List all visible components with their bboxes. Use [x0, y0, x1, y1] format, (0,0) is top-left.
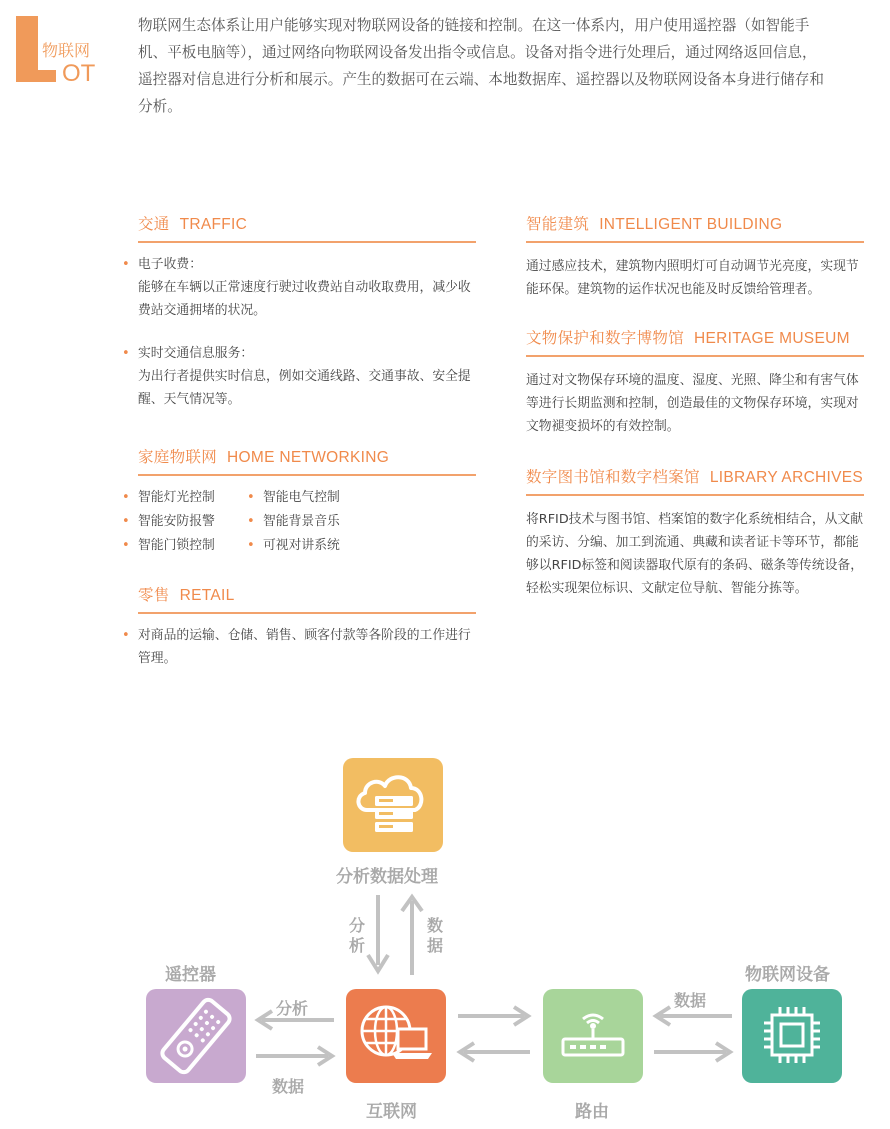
section-title [526, 326, 864, 357]
bullet-dot-icon: • [122, 628, 130, 643]
logo-letter-l-horizontal [16, 70, 56, 82]
list-item [247, 486, 413, 509]
label-char: 数 [426, 916, 443, 935]
iot-logo [14, 16, 114, 86]
item-text: 可视对讲系统 [263, 538, 340, 553]
list-item [122, 486, 263, 509]
bullet-dot-icon: • [122, 346, 130, 361]
item-heading: 实时交通信息服务： [138, 346, 254, 361]
section-title [526, 212, 864, 243]
item-text: 对商品的运输、仓储、销售、顾客付款等各阶段的工作进行管理。 [138, 628, 471, 666]
section-title-en: LIBRARY ARCHIVES [709, 469, 864, 486]
section-body: 通过感应技术，建筑物内照明灯可自动调节光亮度，实现节能环保。建筑物的运作状况也能及时反馈给管理者。 [526, 259, 859, 297]
section-title [138, 583, 476, 614]
logo-cn-text: 物联网 [42, 41, 91, 60]
cloud-server-box [343, 758, 443, 852]
device-label: 物联网设备 [745, 965, 830, 985]
section-title-en: HOME NETWORKING [227, 449, 390, 466]
item-heading: 电子收费： [138, 257, 202, 272]
iot-diagram [0, 740, 890, 1129]
chip-icon [742, 989, 842, 1083]
section-title [526, 465, 864, 496]
section-body [122, 624, 476, 670]
bullet-dot-icon: • [122, 257, 130, 272]
list-item [247, 534, 413, 557]
bullet-dot-icon: • [247, 490, 255, 505]
section-home-networking [122, 445, 476, 557]
cloud-server-icon [343, 758, 443, 852]
list-item [122, 534, 263, 557]
feature-grid [122, 486, 476, 557]
internet-label: 互联网 [366, 1102, 417, 1122]
section-title [138, 212, 476, 243]
arrow-label-data [426, 916, 444, 956]
bullet-dot-icon: • [247, 538, 255, 553]
section-heritage-museum [526, 326, 864, 438]
section-title-cn: 智能建筑 [526, 215, 590, 233]
section-title-cn: 交通 [138, 215, 170, 233]
section-title-cn: 零售 [138, 586, 170, 604]
arrow-down-icon [366, 895, 390, 975]
list-item [122, 253, 476, 322]
item-text: 智能背景音乐 [263, 514, 340, 529]
internet-box [346, 989, 446, 1083]
arrow-up-icon [400, 895, 424, 975]
section-body: 通过对文物保存环境的温度、湿度、光照、降尘和有害气体等进行长期监测和控制，创造最佳的文物保存环境，实现对文物褪变损坏的有效控制。 [526, 373, 859, 434]
cloud-label: 分析数据处理 [336, 867, 438, 887]
section-title-en: RETAIL [179, 587, 235, 604]
list-item [122, 342, 476, 411]
device-box [742, 989, 842, 1083]
section-body: 将RFID技术与图书馆、档案馆的数字化系统相结合，从文献的采访、分编、加工到流通、典藏和读者证卡等环节，都能够以RFID标签和阅读器取代原有的条码、磁条等传统设备，轻松实现架位标识、文献定位导航、智能分拣等。 [526, 512, 864, 596]
router-label: 路由 [575, 1102, 609, 1122]
item-text: 为出行者提供实时信息，例如交通线路、交通事故、安全提醒、天气情况等。 [138, 369, 471, 407]
label-char: 分 [348, 916, 365, 935]
item-text: 智能灯光控制 [138, 490, 215, 505]
arrow-right-icon [654, 1042, 732, 1062]
section-library-archives [526, 465, 864, 600]
section-intelligent-building [526, 212, 864, 301]
item-text: 能够在车辆以正常速度行驶过收费站自动收取费用，减少收费站交通拥堵的状况。 [138, 280, 471, 318]
section-traffic [122, 212, 476, 431]
intro-paragraph: 物联网生态体系让用户能够实现对物联网设备的链接和控制。在这一体系内，用户使用遥控器（如智能手机、平板电脑等），通过网络向物联网设备发出指令或信息。设备对指令进行处理后，通过网络返回信息，遥控器对信息进行分析和展示。产生的数据可在云端、本地数据库、遥控器以及物联网设备本身进行储存和分析。 [138, 17, 824, 115]
section-retail [122, 583, 476, 670]
section-title-cn: 数字图书馆和数字档案馆 [526, 468, 700, 486]
router-icon [543, 989, 643, 1083]
globe-laptop-icon [346, 989, 446, 1083]
list-item [122, 510, 263, 533]
section-title-en: INTELLIGENT BUILDING [599, 216, 783, 233]
bullet-dot-icon: • [122, 514, 130, 529]
section-title-en: HERITAGE MUSEUM [694, 330, 850, 347]
bullet-dot-icon: • [247, 514, 255, 529]
arrow-label-data-left: 数据 [272, 1077, 305, 1096]
item-text: 智能门锁控制 [138, 538, 215, 553]
section-title [138, 445, 476, 476]
item-text: 智能安防报警 [138, 514, 215, 529]
arrow-right-icon [458, 1006, 530, 1026]
arrow-label-analysis [348, 916, 366, 956]
arrow-right-icon [256, 1046, 334, 1066]
remote-control-icon [146, 989, 246, 1083]
item-text: 智能电气控制 [263, 490, 340, 505]
router-box [543, 989, 643, 1083]
arrow-label-analysis-left: 分析 [276, 999, 309, 1018]
remote-box [146, 989, 246, 1083]
section-title-cn: 文物保护和数字博物馆 [526, 329, 685, 347]
section-title-en: TRAFFIC [179, 216, 248, 233]
remote-label: 遥控器 [165, 965, 216, 985]
arrow-label-data-right: 数据 [674, 991, 707, 1010]
label-char: 据 [426, 936, 443, 955]
list-item [247, 510, 413, 533]
section-title-cn: 家庭物联网 [138, 448, 218, 466]
label-char: 析 [348, 936, 365, 955]
arrow-left-icon [458, 1042, 530, 1062]
section-body [122, 253, 476, 411]
bullet-dot-icon: • [122, 538, 130, 553]
bullet-dot-icon: • [122, 490, 130, 505]
logo-en-text: OT [62, 60, 96, 87]
